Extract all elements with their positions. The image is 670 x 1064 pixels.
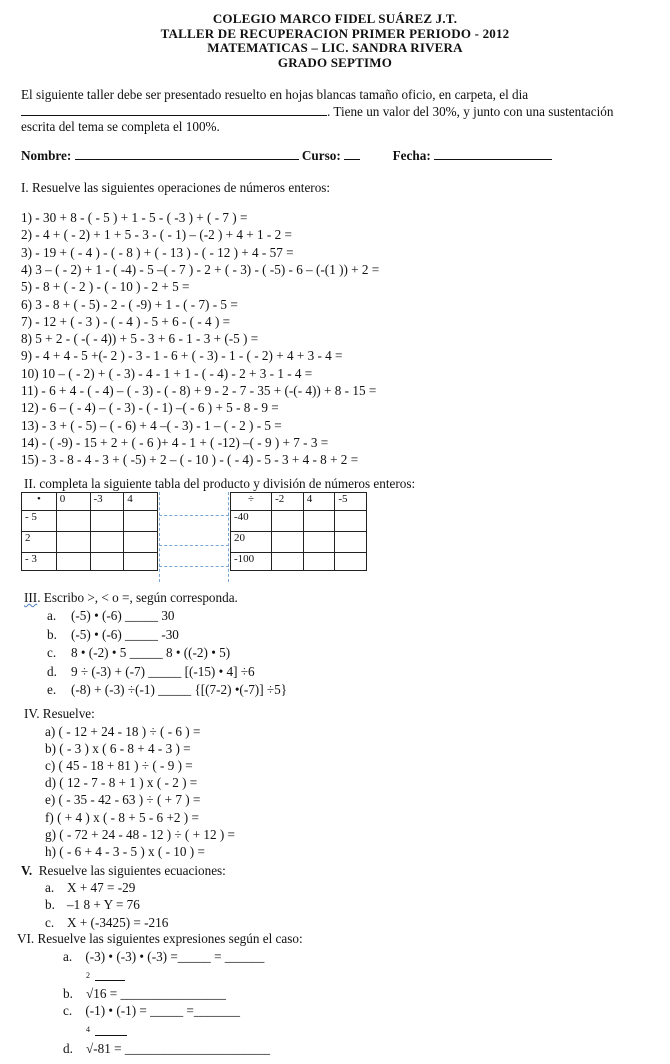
operation-item: 6) 3 - 8 + ( - 5) - 2 - ( -9) + 1 - ( - 7) - 5 = <box>21 296 238 312</box>
item-letter: a. <box>47 608 57 623</box>
radicand: 16 <box>93 986 107 1001</box>
item-letter: c. <box>45 914 55 930</box>
operation-item: 11) - 6 + 4 - ( - 4) – ( - 3) - ( - 8) + 9 - 2 - 7 - 35 + (-(- 4)) + 8 - 15 = <box>21 383 377 398</box>
section-1-title: I. Resuelve las siguientes operaciones de números enteros: <box>21 180 331 195</box>
product-cell[interactable] <box>56 532 90 553</box>
comparison-left: (-5) • (-6) <box>71 608 126 623</box>
exercise-item: h) ( - 6 + 4 - 3 - 5 ) x ( - 10 ) = <box>45 843 205 859</box>
operation-item: 13) - 3 + ( - 5) – ( - 6) + 4 –( - 3) - 1 – ( - 2 ) - 5 = <box>21 417 282 433</box>
comparison-item <box>47 664 255 679</box>
subject-teacher: MATEMATICAS – LIC. SANDRA RIVERA <box>207 40 463 55</box>
equation-text: X + (-3425) = -216 <box>67 914 169 930</box>
date-label: Fecha: <box>392 148 431 163</box>
item-letter: a. <box>45 880 55 895</box>
item-expression: (-1) • (-1) = _____ =_______ <box>85 1003 240 1018</box>
grade: GRADO SEPTIMO <box>277 55 393 70</box>
comparison-blank[interactable]: _____ <box>129 645 163 660</box>
student-fields <box>21 147 552 163</box>
comparison-right: 30 <box>158 608 175 623</box>
product-col-header: 0 <box>56 493 90 511</box>
item-expression: (-3) • (-3) • (-3) =_____ = ______ <box>85 949 265 964</box>
section-5-numeral: V. <box>21 863 33 878</box>
division-cell[interactable] <box>335 511 367 532</box>
course-field[interactable] <box>344 147 360 160</box>
operation-item: 1) - 30 + 8 - ( - 5 ) + 1 - 5 - ( -3 ) + ( - 7 ) = <box>21 210 248 225</box>
division-row-header: -40 <box>231 511 272 532</box>
comparison-item <box>47 627 179 642</box>
due-date-blank[interactable] <box>21 103 327 116</box>
operation-item: 12) - 6 – ( - 4) – ( - 3) - ( - 1) –( - 6 ) + 5 - 8 - 9 = <box>21 400 279 416</box>
workshop-title: TALLER DE RECUPERACION PRIMER PERIODO - 2012 <box>160 26 510 41</box>
division-col-header: -5 <box>335 493 367 511</box>
radical-icon: √ <box>86 986 94 1001</box>
answer-blank: = ______________________ <box>110 1041 270 1056</box>
item-letter: a. <box>63 949 73 964</box>
intro-value-text: . Tiene un valor del 30%, y junto con una sustentación <box>327 104 614 119</box>
comparison-right: -30 <box>158 626 179 642</box>
root-index: 2 <box>86 971 90 980</box>
name-label: Nombre: <box>21 148 72 163</box>
product-row-header: - 3 <box>22 553 57 571</box>
exercise-item: f) ( + 4 ) x ( - 8 + 5 - 6 +2 ) = <box>45 809 199 825</box>
radical-expression <box>86 986 226 1001</box>
exercise-item: e) ( - 35 - 42 - 63 ) ÷ ( + 7 ) = <box>45 792 201 808</box>
operation-item: 4) 3 – ( - 2) + 1 - ( -4) - 5 –( - 7 ) - 2 + ( - 3) - ( -5) - 6 – (-(1 )) + 2 = <box>21 261 380 277</box>
product-cell[interactable] <box>124 553 158 571</box>
division-cell[interactable] <box>335 532 367 553</box>
gap-guide-row <box>159 515 229 516</box>
item-letter: b. <box>63 986 73 1001</box>
division-col-header: -2 <box>272 493 304 511</box>
comparison-left: (-8) + (-3) ÷(-1) <box>71 682 159 697</box>
product-cell[interactable] <box>124 532 158 553</box>
division-cell[interactable] <box>335 553 367 571</box>
name-field[interactable] <box>75 147 299 160</box>
item-letter: c. <box>63 1003 73 1018</box>
section-3-title <box>24 590 238 605</box>
operation-item: 2) - 4 + ( - 2) + 1 + 5 - 3 - ( - 1) – (-2 ) + 4 + 1 - 2 = <box>21 227 292 243</box>
comparison-item <box>47 682 287 697</box>
operation-item: 7) - 12 + ( - 3 ) - ( - 4 ) - 5 + 6 - ( - 4 ) = <box>21 313 231 329</box>
item-letter: d. <box>63 1041 73 1056</box>
root-index: 4 <box>86 1025 90 1034</box>
section-6-item-c <box>63 1003 240 1018</box>
division-cell[interactable] <box>272 532 304 553</box>
division-row-header: 20 <box>231 532 272 553</box>
section-6-item-d <box>63 1041 73 1056</box>
division-cell[interactable] <box>272 511 304 532</box>
radical-expression <box>86 1041 270 1056</box>
intro-line-3: escrita del tema se completa el 100%. <box>21 119 220 134</box>
comparison-left: 9 ÷ (-3) + (-7) <box>71 663 149 679</box>
exercise-item: d) ( 12 - 7 - 8 + 1 ) x ( - 2 ) = <box>45 775 198 791</box>
product-cell[interactable] <box>56 553 90 571</box>
division-col-header: 4 <box>303 493 335 511</box>
equation-item <box>45 880 135 895</box>
comparison-left: 8 • (-2) • 5 <box>71 645 130 660</box>
operation-item: 9) - 4 + 4 - 5 +(- 2 ) - 3 - 1 - 6 + ( - 3) - 1 - ( - 2) + 4 + 3 - 4 = <box>21 348 343 364</box>
section-5-title <box>21 863 226 878</box>
item-letter: d. <box>47 663 57 679</box>
comparison-blank[interactable]: _____ <box>125 626 159 642</box>
comparison-blank[interactable]: _____ <box>148 663 182 679</box>
gap-guide-row <box>159 566 229 567</box>
division-row-header: -100 <box>231 553 272 571</box>
product-cell[interactable] <box>90 511 124 532</box>
equation-text: –1 8 + Y = 76 <box>67 897 140 913</box>
section-3-title-text: . Escribo >, < o =, según corresponda. <box>37 590 238 605</box>
operation-item: 14) - ( -9) - 15 + 2 + ( - 6 )+ 4 - 1 + ( -12) –( - 9 ) + 7 - 3 = <box>21 434 329 450</box>
exercise-item: c) ( 45 - 18 + 81 ) ÷ ( - 9 ) = <box>45 758 193 774</box>
division-cell[interactable] <box>272 553 304 571</box>
operation-item: 3) - 19 + ( - 4 ) - ( - 8 ) + ( - 13 ) - ( - 12 ) + 4 - 57 = <box>21 244 294 260</box>
section-6-title: VI. Resuelve las siguientes expresiones según el caso: <box>17 931 303 946</box>
comparison-blank[interactable]: _____ <box>158 682 192 697</box>
school-name: COLEGIO MARCO FIDEL SUÁREZ J.T. <box>212 11 458 26</box>
equation-item <box>45 915 168 930</box>
product-row-header: - 5 <box>22 511 57 532</box>
section-4-title: IV. Resuelve: <box>24 706 95 721</box>
exercise-item: b) ( - 3 ) x ( 6 - 8 + 4 - 3 ) = <box>45 741 191 757</box>
operation-item: 15) - 3 - 8 - 4 - 3 + ( -5) + 2 – ( - 10 ) - ( - 4) - 5 - 3 + 4 - 8 + 2 = <box>21 452 359 468</box>
item-letter: b. <box>45 897 55 913</box>
item-letter: c. <box>47 645 57 660</box>
product-row-header: 2 <box>22 532 57 553</box>
gap-guide-row <box>159 545 229 546</box>
comparison-right: 8 • ((-2) • 5) <box>162 645 231 660</box>
section-6-item-b <box>63 986 73 1001</box>
comparison-item <box>47 645 230 660</box>
section-2-title: II. completa la siguiente tabla del producto y división de números enteros: <box>24 476 416 491</box>
product-symbol: • <box>22 493 57 511</box>
division-cell[interactable] <box>303 532 335 553</box>
product-col-header: -3 <box>90 493 124 511</box>
intro-line-1: El siguiente taller debe ser presentado resuelto en hojas blancas tamaño oficio, en carpeta, el dia <box>21 87 529 102</box>
product-cell[interactable] <box>90 532 124 553</box>
operation-item: 10) 10 – ( - 2) + ( - 3) - 4 - 1 + 1 - ( - 4) - 2 + 3 - 1 - 4 = <box>21 365 313 381</box>
equation-text: X + 47 = -29 <box>67 880 136 895</box>
product-table <box>21 492 158 571</box>
exercise-item: g) ( - 72 + 24 - 48 - 12 ) ÷ ( + 12 ) = <box>45 826 235 842</box>
operation-item: 5) - 8 + ( - 2 ) - ( - 10 ) - 2 + 5 = <box>21 279 190 295</box>
product-col-header: 4 <box>124 493 158 511</box>
answer-blank: = ________________ <box>106 986 226 1001</box>
equation-item <box>45 897 140 912</box>
division-table <box>230 492 367 571</box>
section-5-title-text: Resuelve las siguientes ecuaciones: <box>38 863 226 878</box>
radical-vinculum <box>95 1035 127 1036</box>
division-cell[interactable] <box>303 553 335 571</box>
section-3-numeral: III <box>24 590 38 605</box>
radicand: -81 <box>93 1041 111 1056</box>
comparison-item <box>47 608 175 623</box>
product-cell[interactable] <box>90 553 124 571</box>
comparison-blank[interactable]: _____ <box>125 608 159 623</box>
operation-item: 8) 5 + 2 - ( -( - 4)) + 5 - 3 + 6 - 1 - 3 + (-5 ) = <box>21 331 259 347</box>
product-cell[interactable] <box>124 511 158 532</box>
radical-vinculum <box>95 980 125 981</box>
exercise-item: a) ( - 12 + 24 - 18 ) ÷ ( - 6 ) = <box>45 724 201 739</box>
intro-line-2 <box>21 103 613 119</box>
product-cell[interactable] <box>56 511 90 532</box>
item-letter: e. <box>47 682 57 697</box>
comparison-left: (-5) • (-6) <box>71 626 126 642</box>
date-field[interactable] <box>434 147 552 160</box>
division-symbol: ÷ <box>231 493 272 511</box>
item-letter: b. <box>47 626 57 642</box>
course-label: Curso: <box>301 148 341 163</box>
comparison-right: [(-15) • 4] ÷6 <box>181 663 255 679</box>
comparison-right: {[(7-2) •(-7)] ÷5} <box>191 682 288 697</box>
division-cell[interactable] <box>303 511 335 532</box>
section-6-item-a <box>63 949 264 964</box>
table-gap-guides <box>159 492 229 582</box>
radical-icon: √ <box>86 1041 94 1056</box>
